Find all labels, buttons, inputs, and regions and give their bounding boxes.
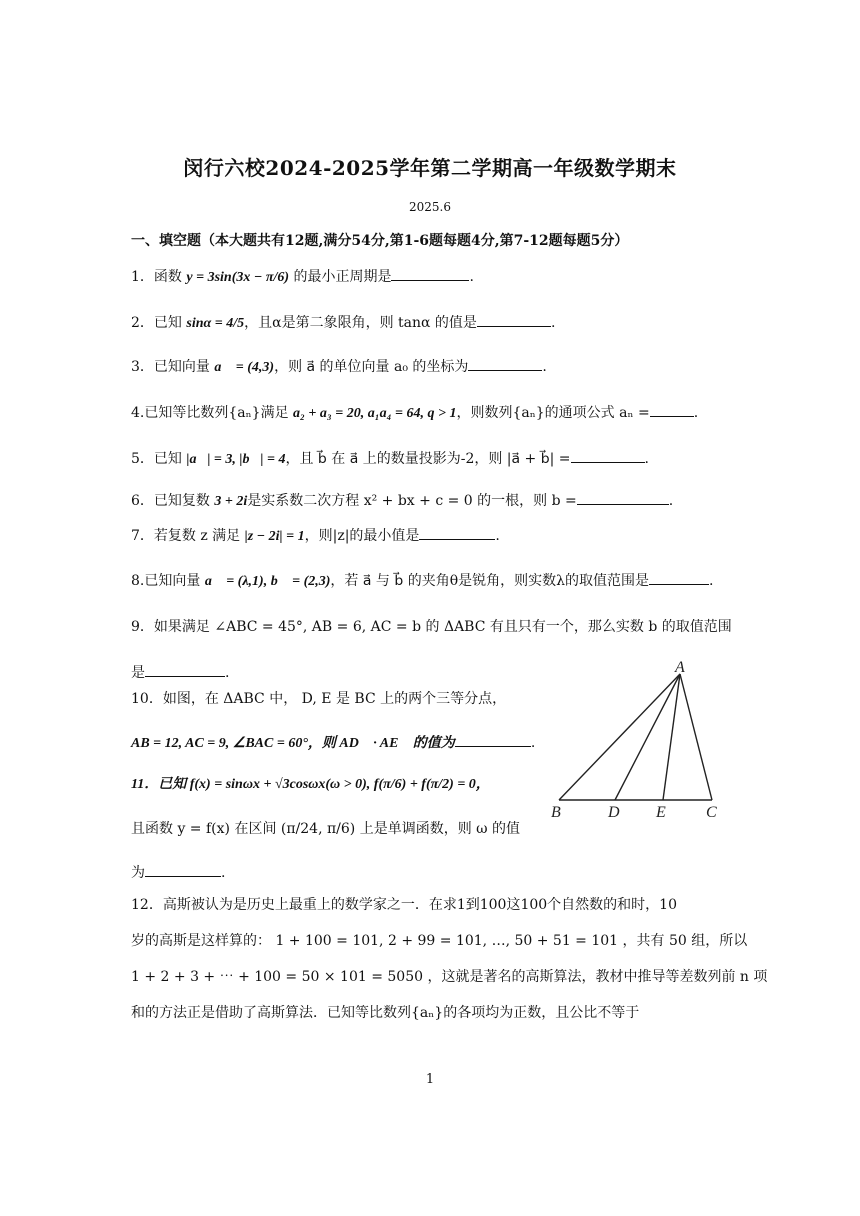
q5-answer-blank[interactable] xyxy=(571,448,645,463)
q11-line1: 11．已知 f(x) = sinωx + √3cosωx(ω > 0), f(π/6) + f(π/2) = 0， xyxy=(131,777,490,792)
q8-formula: a⃗ = (λ,1), b⃗ = (2,3) xyxy=(204,574,331,589)
page-number: 1 xyxy=(425,1072,435,1087)
q11-line3: 为 xyxy=(131,865,145,881)
question-7: 7．若复数 z 满足 |z − 2i| = 1，则|z|的最小值是 . xyxy=(131,525,500,548)
exam-title: 闵行六校2024-2025学年第二学期高一年级数学期末 xyxy=(183,156,677,180)
question-8: 8.已知向量 a⃗ = (λ,1), b⃗ = (2,3)，若 a⃗ 与 b⃗ 的夹角θ是锐角，则实数λ的取值范围是 . xyxy=(131,570,713,593)
triangle-figure xyxy=(546,658,726,828)
segment-ae xyxy=(663,674,680,800)
q1-formula: y = 3sin(3x − π/6) xyxy=(186,270,290,285)
question-11: 11．已知 f(x) = sinωx + √3cosωx(ω > 0), f(π/6) + f(π/2) = 0， 且函数 y = f(x) 在区间 (π/24, π/6) 上是单调函数，则 ω 的值 为 . xyxy=(131,774,520,884)
q3-prefix: 3．已知向量 xyxy=(131,359,210,375)
q7-suffix: ，则|z|的最小值是 xyxy=(304,528,420,544)
q5-formula: |a⃗| = 3, |b⃗| = 4 xyxy=(186,452,286,467)
q3-answer-blank[interactable] xyxy=(468,356,542,371)
q12-line2: 岁的高斯是这样算的： 1 + 100 = 101, 2 + 99 = 101, …, 50 + 51 = 101 ，共有 50 组，所以 xyxy=(131,933,748,949)
q11-answer-blank[interactable] xyxy=(145,862,221,877)
q12-line4: 和的方法正是借助了高斯算法．已知等比数列{aₙ}的各项均为正数，且公比不等于 xyxy=(131,1005,640,1021)
question-12 xyxy=(131,894,767,1024)
label-a: A xyxy=(675,659,685,676)
q10-line1: 10．如图，在 ΔABC 中， D, E 是 BC 上的两个三等分点， xyxy=(131,691,507,707)
segment-ab xyxy=(559,674,680,800)
q9-line2: 是 xyxy=(131,665,145,681)
label-d: D xyxy=(608,804,620,821)
q1-prefix: 1．函数 xyxy=(131,269,182,285)
q9-line1: 9．如果满足 ∠ABC = 45°, AB = 6, AC = b 的 ΔABC 有且只有一个，那么实数 b 的取值范围 xyxy=(131,619,732,635)
q6-suffix: 是实系数二次方程 x² + bx + c = 0 的一根，则 b = xyxy=(247,493,577,509)
q2-suffix: ，且α是第二象限角，则 tanα 的值是 xyxy=(244,315,477,331)
q3-suffix: ，则 a⃗ 的单位向量 a₀ 的坐标为 xyxy=(274,359,469,375)
question-9: 9．如果满足 ∠ABC = 45°, AB = 6, AC = b 的 ΔABC 有且只有一个，那么实数 b 的取值范围 是 . xyxy=(131,616,732,684)
label-e: E xyxy=(656,804,666,821)
q5-prefix: 5．已知 xyxy=(131,451,182,467)
segment-ad xyxy=(615,674,680,800)
q4-answer-blank[interactable] xyxy=(650,402,694,417)
q1-answer-blank[interactable] xyxy=(391,266,469,281)
exam-date: 2025.6 xyxy=(409,200,451,214)
segment-ac xyxy=(680,674,712,800)
q8-answer-blank[interactable] xyxy=(649,570,709,585)
label-b: B xyxy=(551,804,561,821)
q4-formula: a₂ + a₃ = 20, a₁a₄ = 64, q > 1 xyxy=(293,406,457,421)
q4-suffix: ，则数列{aₙ}的通项公式 aₙ = xyxy=(456,405,650,421)
question-2: 2．已知 sinα = 4/5，且α是第二象限角，则 tanα 的值是 . xyxy=(131,312,555,335)
q6-answer-blank[interactable] xyxy=(577,490,669,505)
question-6: 6．已知复数 3 + 2i是实系数二次方程 x² + bx + c = 0 的一根，则 b = . xyxy=(131,490,673,513)
q4-prefix: 4.已知等比数列{aₙ}满足 xyxy=(131,405,289,421)
question-1: 1．函数 y = 3sin(3x − π/6) 的最小正周期是 . xyxy=(131,266,474,289)
q1-suffix: 的最小正周期是 xyxy=(293,269,392,285)
q7-prefix: 7．若复数 z 满足 xyxy=(131,528,241,544)
q7-answer-blank[interactable] xyxy=(419,525,495,540)
q3-formula: a⃗ = (4,3) xyxy=(214,360,275,375)
q2-formula: sinα = 4/5 xyxy=(186,316,245,331)
question-4: 4.已知等比数列{aₙ}满足 a₂ + a₃ = 20, a₁a₄ = 64, q > 1，则数列{aₙ}的通项公式 aₙ = . xyxy=(131,402,698,425)
section-heading: 一、填空题（本大题共有12题,满分54分,第1-6题每题4分,第7-12题每题5分） xyxy=(131,233,629,249)
q12-line1: 12．高斯被认为是历史上最重上的数学家之一．在求1到100这100个自然数的和时，10 xyxy=(131,897,677,913)
q9-answer-blank[interactable] xyxy=(145,662,225,677)
q6-prefix: 6．已知复数 xyxy=(131,493,210,509)
q12-line3: 1 + 2 + 3 + ⋯ + 100 = 50 × 101 = 5050 ，这就是著名的高斯算法，教材中推导等差数列前 n 项 xyxy=(131,969,768,985)
q2-answer-blank[interactable] xyxy=(477,312,551,327)
q6-formula: 3 + 2i xyxy=(214,494,248,509)
q2-prefix: 2．已知 xyxy=(131,315,182,331)
question-10: 10．如图，在 ΔABC 中， D, E 是 BC 上的两个三等分点， AB = 12, AC = 9, ∠BAC = 60°，则 AD⃗ · AE⃗ 的值为 . xyxy=(131,688,535,755)
question-3: 3．已知向量 a⃗ = (4,3)，则 a⃗ 的单位向量 a₀ 的坐标为 . xyxy=(131,356,547,379)
q8-suffix: ，若 a⃗ 与 b⃗ 的夹角θ是锐角，则实数λ的取值范围是 xyxy=(330,573,649,589)
q7-formula: |z − 2i| = 1 xyxy=(244,529,305,544)
q10-line2: AB = 12, AC = 9, ∠BAC = 60°，则 AD⃗ · AE⃗ 的值为 xyxy=(131,736,455,751)
q5-suffix: ，且 b⃗ 在 a⃗ 上的数量投影为-2，则 |a⃗ + b⃗| = xyxy=(285,451,571,467)
label-c: C xyxy=(706,804,717,821)
question-5: 5．已知 |a⃗| = 3, |b⃗| = 4，且 b⃗ 在 a⃗ 上的数量投影为-2，则 |a⃗ + b⃗| = . xyxy=(131,448,649,471)
q11-line2: 且函数 y = f(x) 在区间 (π/24, π/6) 上是单调函数，则 ω 的值 xyxy=(131,821,521,837)
q8-prefix: 8.已知向量 xyxy=(131,573,201,589)
q10-answer-blank[interactable] xyxy=(455,732,531,747)
